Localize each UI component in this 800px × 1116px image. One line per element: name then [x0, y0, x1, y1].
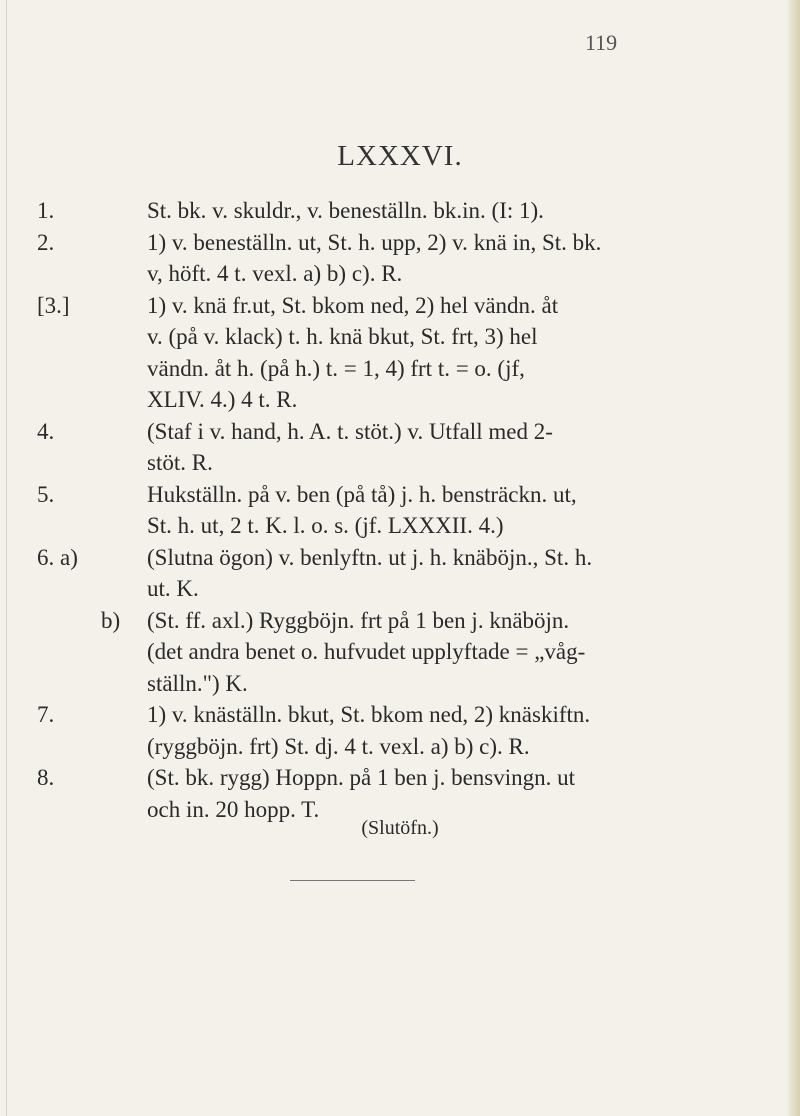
section-title: LXXXVI. — [337, 140, 463, 172]
page-number: 119 — [585, 30, 618, 55]
entry-text: (St. ff. axl.) Ryggböjn. frt på 1 ben j. knäböjn. — [147, 607, 570, 633]
entry-text: vändn. åt h. (på h.) t. = 1, 4) frt t. = o. (jf, — [147, 355, 525, 381]
entry-number: 2. — [37, 229, 55, 255]
list-item — [0, 542, 800, 574]
entry-text: 1) v. beneställn. ut, St. h. upp, 2) v. knä in, St. bk. — [147, 229, 602, 255]
entry-text: v, höft. 4 t. vexl. a) b) c). R. — [147, 261, 403, 286]
list-item-continuation — [0, 573, 800, 605]
list-item-continuation — [0, 731, 800, 763]
list-item — [0, 479, 800, 511]
entry-text: (Staf i v. hand, h. A. t. stöt.) v. Utfall med 2- — [147, 418, 553, 444]
list-item — [0, 416, 800, 448]
entry-text: (St. bk. rygg) Hoppn. på 1 ben j. bensvingn. ut — [147, 765, 576, 790]
entry-number: 7. — [37, 702, 55, 727]
divider — [290, 880, 415, 881]
list-item-continuation — [0, 668, 800, 700]
entry-text: 1) v. knä fr.ut, St. bkom ned, 2) hel vändn. åt — [147, 292, 559, 318]
list-item-continuation — [0, 510, 800, 542]
entry-number: [3.] — [37, 292, 70, 318]
entry-text: stöt. R. — [147, 450, 213, 475]
entry-text: (det andra benet o. hufvudet upplyftade = „våg- — [147, 639, 586, 664]
entry-text: Hukställn. på v. ben (på tå) j. h. bensträckn. ut, — [147, 481, 577, 507]
entry-text: St. bk. v. skuldr., v. beneställn. bk.in. (I: 1). — [147, 198, 544, 223]
list-item-continuation — [0, 384, 800, 416]
list-item — [0, 290, 800, 322]
list-item-continuation — [0, 321, 800, 353]
entry-text: 1) v. knäställn. bkut, St. bkom ned, 2) knäskiftn. — [147, 702, 591, 727]
entry-text: ut. K. — [147, 576, 199, 601]
entry-text: (Slutna ögon) v. benlyftn. ut j. h. knäböjn., St. h. — [147, 544, 593, 570]
entry-number: 1. — [37, 198, 55, 223]
entry-number: 8. — [37, 765, 55, 790]
entry-number: b) — [101, 607, 121, 633]
entry-text: och in. 20 hopp. T. — [147, 796, 320, 822]
list-item-continuation — [0, 636, 800, 668]
exercise-list — [0, 195, 800, 825]
entry-text: XLIV. 4.) 4 t. R. — [147, 387, 298, 412]
list-item — [0, 605, 800, 637]
entry-text: v. (på v. klack) t. h. knä bkut, St. frt, 3) hel — [147, 324, 538, 349]
list-item-continuation — [0, 258, 800, 290]
entry-text: St. h. ut, 2 t. K. l. o. s. (jf. LXXXII. 4.) — [147, 513, 504, 538]
entry-number: 4. — [37, 418, 55, 444]
entry-text: (ryggböjn. frt) St. dj. 4 t. vexl. a) b) c). R. — [147, 733, 530, 759]
entry-number: 5. — [37, 481, 55, 507]
list-item — [0, 195, 800, 227]
list-item-continuation — [0, 447, 800, 479]
list-item — [0, 762, 800, 794]
list-item — [0, 699, 800, 731]
entry-number: 6. a) — [37, 544, 78, 570]
closing-note: (Slutöfn.) — [361, 817, 439, 839]
list-item — [0, 227, 800, 259]
list-item-continuation — [0, 353, 800, 385]
entry-text: ställn.") K. — [147, 670, 248, 696]
